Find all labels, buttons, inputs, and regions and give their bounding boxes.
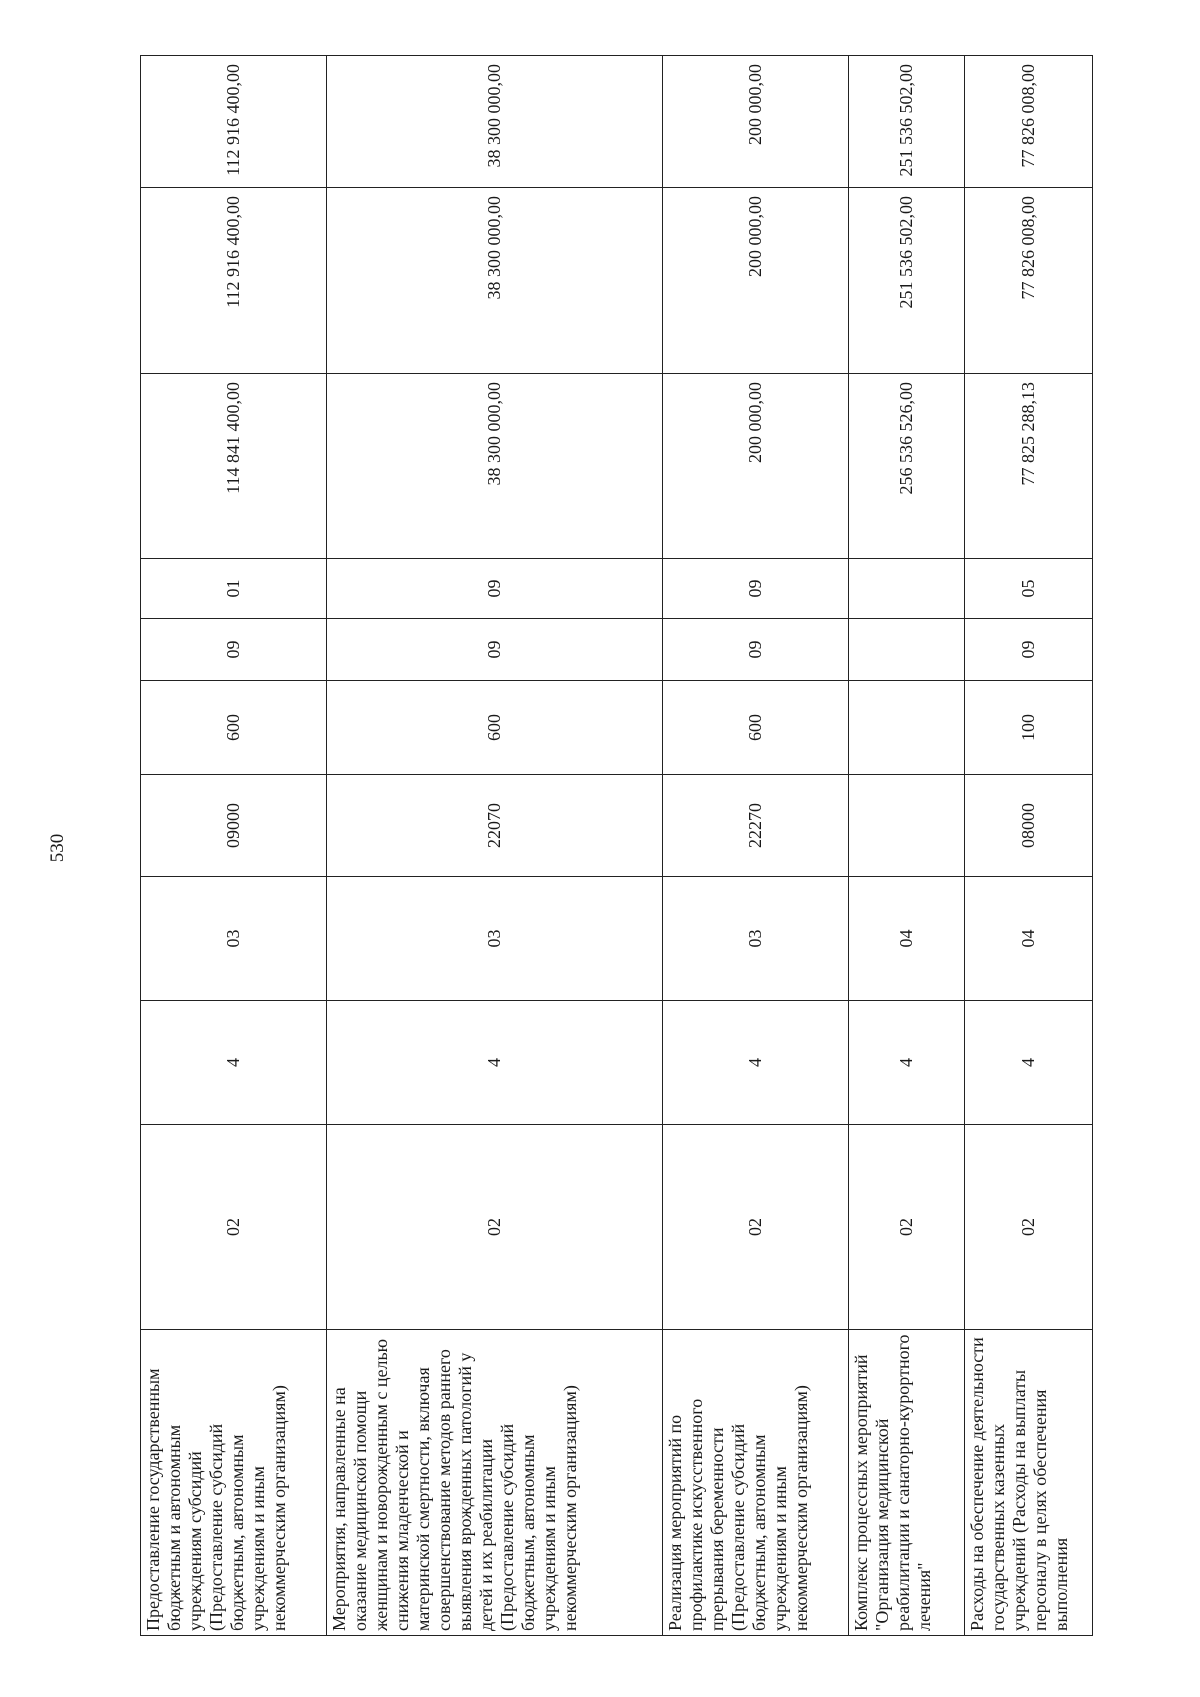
amount-cell: 77 826 008,00 [965,56,1093,188]
code-cell: 09000 [141,775,327,877]
row-name: Реализация мероприятий по профилактике искусственного прерывания беременности (Предоставление субсидий бюджетным, автономным учреждениям и иным некоммерческим организациям) [663,1330,849,1636]
code-cell: 04 [849,877,965,1001]
table-row [141,56,327,1636]
amount-cell: 256 536 526,00 [849,374,965,559]
code-cell: 02 [849,1125,965,1330]
code-cell [849,681,965,775]
code-cell: 08000 [965,775,1093,877]
amount-cell: 38 300 000,00 [327,188,663,374]
amount-cell: 77 826 008,00 [965,188,1093,374]
code-cell: 03 [327,877,663,1001]
table-row [327,56,663,1636]
table-row [663,56,849,1636]
code-cell: 04 [965,877,1093,1001]
amount-cell: 251 536 502,00 [849,56,965,188]
amount-cell: 200 000,00 [663,374,849,559]
code-cell: 4 [141,1001,327,1125]
code-cell: 600 [327,681,663,775]
amount-cell: 112 916 400,00 [141,188,327,374]
code-cell: 4 [663,1001,849,1125]
code-cell: 09 [141,619,327,681]
code-cell: 02 [663,1125,849,1330]
row-name: Мероприятия, направленные на оказание медицинской помощи женщинам и новорожденным с целью снижения младенческой и материнской смертности, включая совершенствование методов раннего выявления врожденных патологий у детей и их реабилитации (Предоставление субсидий бюджетным, автономным учреждениям и иным некоммерческим организациям) [327,1330,663,1636]
code-cell: 09 [327,559,663,619]
rotated-table-wrapper [140,56,1092,1636]
code-cell [849,775,965,877]
code-cell: 02 [327,1125,663,1330]
code-cell: 02 [141,1125,327,1330]
amount-cell: 77 825 288,13 [965,374,1093,559]
amount-cell: 251 536 502,00 [849,188,965,374]
code-cell [849,559,965,619]
table-row [965,56,1093,1636]
row-name: Предоставление государственным бюджетным и автономным учреждениям субсидий (Предоставление субсидий бюджетным, автономным учреждениям и иным некоммерческим организациям) [141,1330,327,1636]
code-cell: 600 [663,681,849,775]
budget-table [140,55,1093,1636]
row-name: Расходы на обеспечение деятельности государственных казенных учреждений (Расходы на выплаты персоналу в целях обеспечения выполнения [965,1330,1093,1636]
amount-cell: 38 300 000,00 [327,56,663,188]
row-name: Комплекс процессных мероприятий "Организация медицинской реабилитации и санаторно-курортного лечения" [849,1330,965,1636]
code-cell: 22070 [327,775,663,877]
code-cell: 4 [849,1001,965,1125]
amount-cell: 200 000,00 [663,188,849,374]
code-cell: 100 [965,681,1093,775]
code-cell: 01 [141,559,327,619]
table-row [849,56,965,1636]
code-cell: 09 [327,619,663,681]
code-cell: 4 [327,1001,663,1125]
code-cell: 09 [965,619,1093,681]
code-cell: 02 [965,1125,1093,1330]
code-cell: 600 [141,681,327,775]
code-cell: 05 [965,559,1093,619]
code-cell: 22270 [663,775,849,877]
amount-cell: 112 916 400,00 [141,56,327,188]
code-cell [849,619,965,681]
code-cell: 09 [663,619,849,681]
amount-cell: 38 300 000,00 [327,374,663,559]
code-cell: 03 [663,877,849,1001]
code-cell: 4 [965,1001,1093,1125]
page-number: 530 [47,833,68,863]
code-cell: 03 [141,877,327,1001]
code-cell: 09 [663,559,849,619]
amount-cell: 114 841 400,00 [141,374,327,559]
amount-cell: 200 000,00 [663,56,849,188]
